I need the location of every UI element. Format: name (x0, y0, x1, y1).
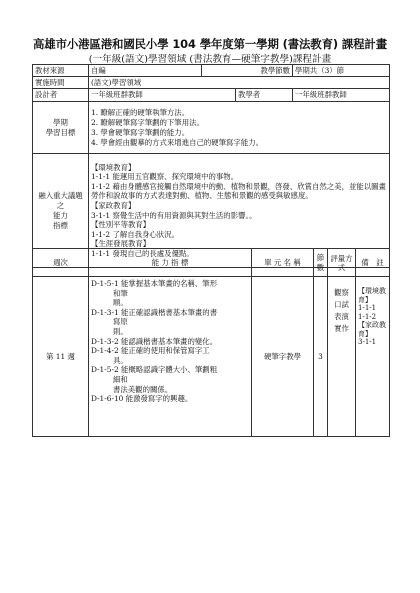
goal-item: 3. 學會硬筆寫字筆劃的能力。 (91, 127, 190, 137)
designer-label: 設計者 (33, 89, 89, 102)
unit-cell: 硬筆字教學 (252, 277, 314, 437)
document-title: 高雄市小港區港和國民小學 104 學年度第一學期 (書法教育) 課程計畫 (33, 37, 387, 51)
periods-cell: 3 (314, 277, 328, 437)
material-source-label: 教材來源 (33, 65, 89, 77)
notes-header: 備 註 (356, 249, 390, 277)
assessment-cell: 觀察 口試 表演 實作 (328, 277, 356, 437)
teacher-label: 教學者 (236, 89, 293, 102)
indicator-item: 1-1-1 能運用五官觀察、探究環境中的事物。 (91, 172, 239, 182)
career-header: 【生涯發展教育】 (91, 239, 151, 249)
course-info-table (32, 64, 390, 268)
implementation-time-value: (語文)學習領域 (89, 77, 390, 89)
goal-item: 2. 瞭解硬筆寫字筆劃的下筆用法。 (91, 117, 204, 127)
document-subtitle: (一年級(語文)學習領域 (書法教育—硬筆字教學)課程計畫 (88, 54, 332, 65)
goal-item: 4. 學會經由觀摹的方式來增進自己的硬筆寫字能力。 (91, 137, 263, 147)
periods-header: 節數 (314, 249, 328, 277)
integration-label: 融入重大議題之 能力 指標 (33, 154, 89, 268)
week-header: 週次 (33, 249, 89, 277)
weekly-schedule-table (32, 248, 390, 437)
indicator-item: 1-1-1 發現自己的長處及優點。 (91, 248, 194, 258)
indicators-cell: D-1-5-1 能掌握基本筆畫的名稱、筆形 和筆 順。 D-1-3-1 能正確認識楷書基本筆畫的書 寫原 則。 D-1-3-2 能認識楷書基本筆畫的變化。 D-1-4-2 能正確的使用和保管寫字工 具。 D-1-5-2 能概略認識字體大小、筆劃粗 細和 書法美觀的關係。 D-1-6-10 能激發寫字的興趣。 (89, 277, 252, 437)
gender-header: 【性別平等教育】 (91, 220, 151, 230)
indicator-item: 3-1-1 察覺生活中的有用資源與其對生活的影響。。 (91, 210, 257, 220)
goal-item: 1. 瞭解正確的硬筆執筆方法。 (91, 107, 190, 117)
env-header: 【環境教育】 (91, 162, 136, 172)
designer-value: 一年級班群教師 (89, 89, 236, 102)
material-source-value: 自編 (89, 65, 202, 77)
implementation-time-label: 實施時間 (33, 77, 89, 89)
semester-goals-list (89, 102, 390, 154)
semester-goals-label: 學期 學習目標 (33, 102, 89, 154)
assessment-header: 評量方式 (328, 249, 356, 277)
week-cell: 第 11 週 (33, 277, 89, 437)
weekly-periods-label: 教學節數 (202, 65, 293, 77)
teacher-value: 一年級班群教師 (293, 89, 390, 102)
family-header: 【家政教育】 (91, 200, 136, 210)
weekly-periods-value: 學期共（3）節 (293, 65, 390, 77)
indicator-header: 能 力 指 標 (89, 249, 252, 277)
unit-header: 單 元 名 稱 (252, 249, 314, 277)
notes-cell: 【環境教育】 1-1-1 1-1-2 【家政教育】 3-1-1 (356, 277, 390, 437)
indicator-item: 1-1-2 了解自我身心狀況。 (91, 229, 179, 239)
indicator-item: 1-1-2 藉由身體感官接觸自然環境中的動、植物和景觀，啓發、欣賞自然之美，並能以圖畫勞作和說故事的方式表達對動、植物、生態和景觀的感受與敏感度。 (91, 181, 386, 201)
